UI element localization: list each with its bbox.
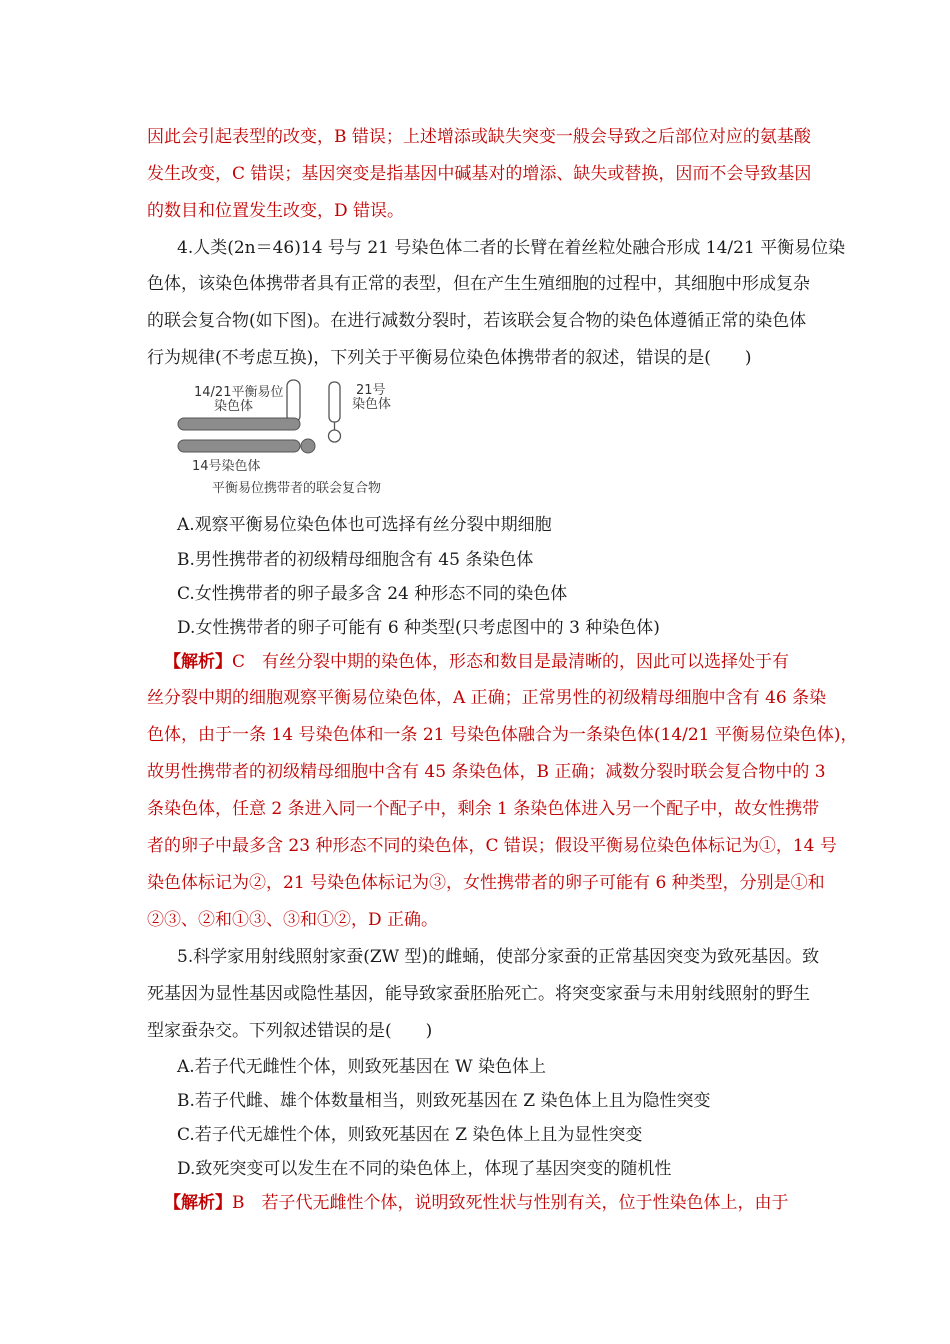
translocation-chromosome-arm <box>287 380 300 422</box>
chromosome-14-body <box>178 440 300 452</box>
q4-analysis-line-2: 丝分裂中期的细胞观察平衡易位染色体，A 正确；正常男性的初级精母细胞中含有 46 条染 <box>147 688 827 708</box>
figure-caption: 平衡易位携带者的联会复合物 <box>212 481 382 496</box>
q4-stem-line-4: 行为规律(不考虑互换)，下列关于平衡易位染色体携带者的叙述，错误的是( ) <box>147 348 752 368</box>
label-1421-line1: 14/21平衡易位 <box>194 385 284 400</box>
q5-analysis-tag: 【解析】 <box>164 1193 232 1213</box>
q4-analysis-line-1 <box>164 650 789 674</box>
q5-stem-line-1: 5.科学家用射线照射家蚕(ZW 型)的雌蛹，使部分家蚕的正常基因突变为致死基因。致 <box>177 947 820 967</box>
chromosome-21-arm <box>329 382 340 422</box>
q4-analysis-line-5: 条染色体，任意 2 条进入同一个配子中，剩余 1 条染色体进入另一个配子中，故女性携带 <box>147 799 820 819</box>
q4-stem-line-1: 4.人类(2n＝46)14 号与 21 号染色体二者的长臂在着丝粒处融合形成 14/21 平衡易位染 <box>177 238 846 258</box>
chromosome-21-satellite <box>329 430 341 442</box>
q4-analysis-line-6: 者的卵子中最多含 23 种形态不同的染色体，C 错误；假设平衡易位染色体标记为①，14 号 <box>147 836 837 856</box>
q5-analysis-first: B 若子代无雌性个体，说明致死性状与性别有关，位于性染色体上，由于 <box>232 1193 789 1213</box>
prev-explanation-line-3: 的数目和位置发生改变，D 错误。 <box>147 201 405 221</box>
q5-option-a: A.若子代无雌性个体，则致死基因在 W 染色体上 <box>177 1057 546 1077</box>
prev-explanation-line-1: 因此会引起表型的改变，B 错误；上述增添或缺失突变一般会导致之后部位对应的氨基酸 <box>147 127 811 147</box>
translocation-chromosome-body <box>178 418 300 430</box>
q5-stem-line-3: 型家蚕杂交。下列叙述错误的是( ) <box>147 1021 433 1041</box>
q4-analysis-line-3: 色体，由于一条 14 号染色体和一条 21 号染色体融合为一条染色体(14/21 平衡易位染色体)， <box>147 725 858 745</box>
q4-analysis-tag: 【解析】 <box>164 652 232 672</box>
label-1421-line2: 染色体 <box>214 399 254 414</box>
q4-analysis-line-8: ②③、②和①③、③和①②，D 正确。 <box>147 910 439 930</box>
prev-explanation-line-2: 发生改变，C 错误；基因突变是指基因中碱基对的增添、缺失或替换，因而不会导致基因 <box>147 164 812 184</box>
q4-analysis-first: C 有丝分裂中期的染色体，形态和数目是最清晰的，因此可以选择处于有 <box>232 652 790 672</box>
q5-option-d: D.致死突变可以发生在不同的染色体上，体现了基因突变的随机性 <box>177 1159 672 1179</box>
q4-analysis-line-7: 染色体标记为②，21 号染色体标记为③，女性携带者的卵子可能有 6 种类型，分别是①和 <box>147 873 825 893</box>
q4-stem-line-2: 色体，该染色体携带者具有正常的表型，但在产生生殖细胞的过程中，其细胞中形成复杂 <box>147 274 810 294</box>
label-21-line2: 染色体 <box>352 397 392 412</box>
q4-option-a: A.观察平衡易位染色体也可选择有丝分裂中期细胞 <box>177 515 552 535</box>
q5-analysis-line-1 <box>164 1191 789 1215</box>
synapsis-complex-figure <box>172 378 412 500</box>
q5-option-b: B.若子代雌、雄个体数量相当，则致死基因在 Z 染色体上且为隐性突变 <box>177 1091 711 1111</box>
q5-option-c: C.若子代无雄性个体，则致死基因在 Z 染色体上且为显性突变 <box>177 1125 643 1145</box>
q4-analysis-line-4: 故男性携带者的初级精母细胞中含有 45 条染色体，B 正确；减数分裂时联会复合物中的 3 <box>147 762 826 782</box>
label-21-line1: 21号 <box>356 383 386 398</box>
q4-option-d: D.女性携带者的卵子可能有 6 种类型(只考虑图中的 3 种染色体) <box>177 618 660 638</box>
chromosome-14-centromere <box>301 439 315 453</box>
label-14: 14号染色体 <box>192 459 261 474</box>
q4-option-b: B.男性携带者的初级精母细胞含有 45 条染色体 <box>177 550 534 570</box>
q5-stem-line-2: 死基因为显性基因或隐性基因，能导致家蚕胚胎死亡。将突变家蚕与未用射线照射的野生 <box>147 984 810 1004</box>
q4-option-c: C.女性携带者的卵子最多含 24 种形态不同的染色体 <box>177 584 568 604</box>
q4-stem-line-3: 的联会复合物(如下图)。在进行减数分裂时，若该联会复合物的染色体遵循正常的染色体 <box>147 311 807 331</box>
